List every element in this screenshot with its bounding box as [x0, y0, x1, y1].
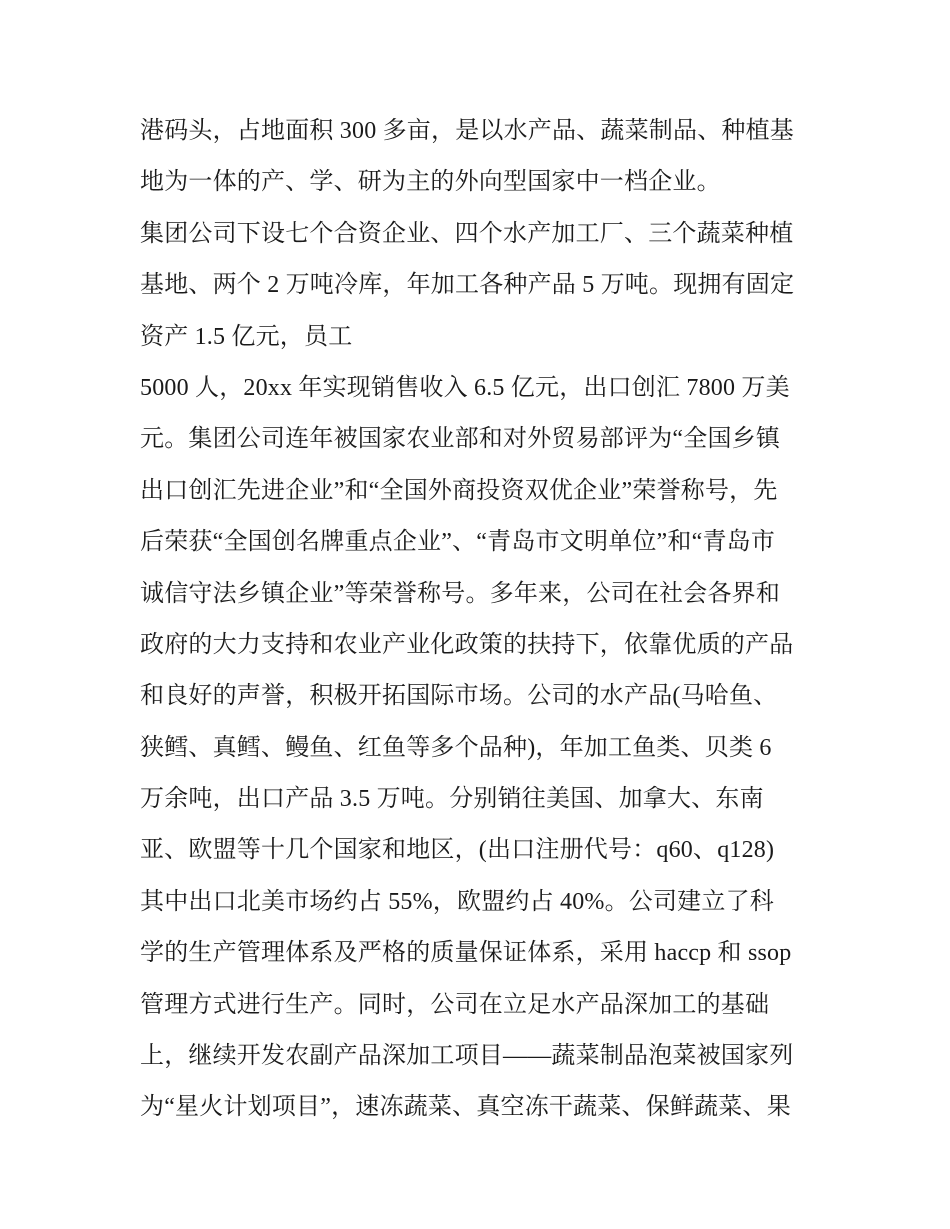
text-line: 上，继续开发农副产品深加工项目——蔬菜制品泡菜被国家列: [140, 1043, 794, 1070]
text-line: 地为一体的产、学、研为主的外向型国家中一档企业。: [140, 169, 721, 196]
text-line: 港码头，占地面积 300 多亩，是以水产品、蔬菜制品、种植基: [140, 118, 794, 144]
text-line: 政府的大力支持和农业产业化政策的扶持下，依靠优质的产品: [140, 631, 794, 658]
text-line: 资产 1.5 亿元，员工: [140, 323, 353, 350]
text-line: 出口创汇先进企业”和“全国外商投资双优企业”荣誉称号，先: [140, 477, 778, 504]
text-line: 后荣获“全国创名牌重点企业”、“青岛市文明单位”和“青岛市: [140, 529, 776, 556]
text-line: 学的生产管理体系及严格的质量保证体系，采用 haccp 和 ssop: [140, 940, 792, 967]
text-line: 亚、欧盟等十几个国家和地区，(出口注册代号：q60、q128): [140, 837, 775, 864]
text-line: 其中出口北美市场约占 55%，欧盟约占 40%。公司建立了科: [140, 888, 774, 915]
text-line: 管理方式进行生产。同时，公司在立足水产品深加工的基础: [140, 991, 770, 1018]
text-line: 狭鳕、真鳕、鳗鱼、红鱼等多个品种)，年加工鱼类、贝类 6: [140, 734, 772, 761]
text-line: 为“星火计划项目”，速冻蔬菜、真空冻干蔬菜、保鲜蔬菜、果: [140, 1094, 791, 1121]
text-line: 诚信守法乡镇企业”等荣誉称号。多年来，公司在社会各界和: [140, 580, 781, 607]
text-line: 元。集团公司连年被国家农业部和对外贸易部评为“全国乡镇: [140, 426, 781, 453]
text-line: 5000 人，20xx 年实现销售收入 6.5 亿元，出口创汇 7800 万美: [140, 374, 790, 401]
text-line: 万余吨，出口产品 3.5 万吨。分别销往美国、加拿大、东南: [140, 786, 764, 813]
text-line: 和良好的声誉，积极开拓国际市场。公司的水产品(马哈鱼、: [140, 683, 778, 710]
body-text: [140, 106, 820, 1134]
text-line: 基地、两个 2 万吨冷库，年加工各种产品 5 万吨。现拥有固定: [140, 272, 795, 299]
text-line: 集团公司下设七个合资企业、四个水产加工厂、三个蔬菜种植: [140, 220, 794, 247]
